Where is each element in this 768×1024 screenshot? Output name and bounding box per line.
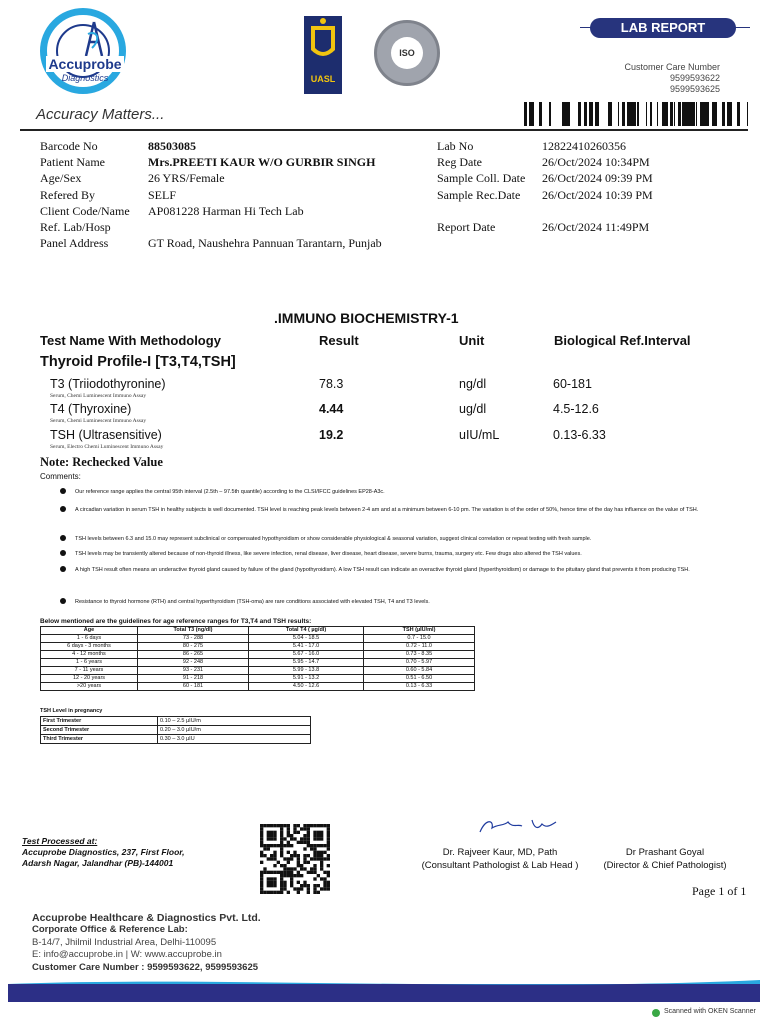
- table-cell: 0.20 – 3.0 µIU/m: [158, 726, 311, 735]
- bullet-icon: [60, 506, 66, 512]
- care-phone-1: 9599593622: [669, 73, 720, 83]
- table-cell: 0.7 - 15.0: [364, 635, 475, 643]
- info-value: 26/Oct/2024 09:39 PM: [542, 171, 653, 186]
- info-value: 12822410260356: [542, 139, 626, 153]
- header-cell: Total T4 ( µg/dl): [249, 627, 364, 635]
- table-cell: 0.30 – 3.0 µIU: [158, 735, 311, 744]
- uasl-label: UASL: [310, 74, 336, 84]
- bullet-icon: [60, 550, 66, 556]
- reference-caption: Below mentioned are the guidelines for age reference ranges for T3,T4 and TSH results:: [40, 618, 312, 625]
- info-label: [437, 203, 541, 219]
- table-cell: 92 - 248: [138, 659, 249, 667]
- table-cell: 5.95 - 14.7: [249, 659, 364, 667]
- doctor-2-title: (Director & Chief Pathologist): [603, 860, 727, 871]
- comment-text: TSH levels may be transiently altered because of non-thyroid illness, like severe infection, renal disease, liver disease, heart disease, severe burns, trauma, surgery etc. Few drugs also altered the TSH values.: [75, 551, 582, 557]
- info-label: Ref. Lab/Hosp: [40, 219, 111, 234]
- company-block: [32, 912, 261, 974]
- table-cell: 0.51 - 6.50: [364, 675, 475, 683]
- info-value: [542, 203, 722, 219]
- test-result: 4.44: [319, 402, 344, 416]
- info-label: Patient Name: [40, 155, 105, 170]
- doctor-1-title: (Consultant Pathologist & Lab Head ): [421, 860, 579, 871]
- info-value: 88503085: [148, 139, 196, 153]
- info-value: SELF: [148, 187, 177, 202]
- patient-values-right: [542, 138, 722, 235]
- info-value: 26/Oct/2024 11:49PM: [542, 219, 650, 234]
- rechecked-note: Note: Rechecked Value: [40, 455, 163, 469]
- test-name: TSH (Ultrasensitive): [50, 428, 162, 442]
- brand-name: Accuprobe: [46, 56, 124, 72]
- table-cell: 0.10 – 2.5 µIU/m: [158, 717, 311, 726]
- info-label: Sample Coll. Date: [437, 171, 526, 186]
- table-row: [41, 683, 475, 691]
- logo-mark-icon: [82, 20, 106, 60]
- processed-line-1: Accuprobe Diagnostics, 237, First Floor,: [22, 847, 185, 857]
- footer-wave-bar: [8, 970, 760, 1002]
- comment-text: A circadian variation in serum TSH in healthy subjects is well documented. TSH level is reaching peak levels between 2-4 am and at a minimum between 6-10 pm. The variation is of the order of 50%, hence time of the day has influence on the value of TSH.: [75, 507, 699, 513]
- test-name: T3 (Triiodothyronine): [50, 377, 166, 391]
- qr-code: [260, 824, 330, 894]
- test-unit: ug/dl: [459, 402, 487, 416]
- table-cell: 6 days - 3 months: [41, 643, 138, 651]
- company-care: Customer Care Number : 9599593622, 9599593625: [32, 961, 259, 973]
- barcode: [522, 102, 748, 126]
- section-title: .IMMUNO BIOCHEMISTRY-1: [274, 310, 459, 326]
- pregnancy-label: TSH Level in pregnancy: [40, 708, 103, 714]
- iso-label: ISO: [391, 37, 423, 69]
- info-label: Sample Rec.Date: [437, 187, 521, 202]
- table-row: [41, 675, 475, 683]
- processed-line-2: Adarsh Nagar, Jalandhar (PB)-144001: [22, 858, 174, 868]
- table-cell: 0.60 - 5.84: [364, 667, 475, 675]
- reference-table: [40, 626, 475, 691]
- test-method: Serum, Electro Chemi Luminescent Immuno Assay: [50, 444, 164, 450]
- company-office: Corporate Office & Reference Lab:: [32, 924, 188, 936]
- shield-icon: [304, 16, 342, 72]
- test-unit: ng/dl: [459, 377, 487, 391]
- header-cell: Total T3 (ng/dl): [138, 627, 249, 635]
- table-cell: 1 - 6 years: [41, 659, 138, 667]
- table-row: [41, 735, 311, 744]
- test-method: Serum, Chemi Luminescent Immuno Assay: [50, 418, 147, 424]
- page-number: Page 1 of 1: [692, 884, 747, 898]
- col-result-header: Result: [319, 333, 359, 348]
- table-cell: 4 - 12 months: [41, 651, 138, 659]
- table-cell: 5.91 - 13.2: [249, 675, 364, 683]
- table-cell: 80 - 275: [138, 643, 249, 651]
- info-value: AP081228 Harman Hi Tech Lab: [148, 203, 304, 218]
- table-row: [41, 717, 311, 726]
- table-cell: 0.70 - 5.97: [364, 659, 475, 667]
- doctor-1: [410, 846, 590, 872]
- info-value: [148, 219, 438, 235]
- oken-logo-icon: [652, 1009, 660, 1017]
- table-cell: 12 - 20 years: [41, 675, 138, 683]
- table-cell: 1 - 6 days: [41, 635, 138, 643]
- table-header-row: [41, 627, 475, 635]
- table-cell: 5.67 - 16.0: [249, 651, 364, 659]
- table-cell: 0.13 - 6.33: [364, 683, 475, 691]
- care-phone-2: 9599593625: [669, 84, 720, 94]
- table-cell: Second Trimester: [41, 726, 158, 735]
- table-row: [41, 643, 475, 651]
- brand-subtitle: Diagnostics: [61, 73, 109, 83]
- test-result: 78.3: [319, 377, 344, 391]
- bullet-icon: [60, 535, 66, 541]
- table-cell: >20 years: [41, 683, 138, 691]
- bullet-icon: [60, 488, 66, 494]
- care-label: Customer Care Number: [624, 62, 720, 72]
- table-row: [41, 659, 475, 667]
- test-method: Serum, Chemi Luminescent Immuno Assay: [50, 393, 147, 399]
- test-result: 19.2: [319, 428, 344, 442]
- comment-text: Resistance to thyroid hormone (RTH) and central hyperthyroidism (TSH-oma) are rare conditions associated with elevated TSH, T4 and T3 levels.: [75, 599, 430, 605]
- test-unit: uIU/mL: [459, 428, 500, 442]
- pregnancy-table: [40, 716, 311, 744]
- table-cell: 73 - 288: [138, 635, 249, 643]
- scanner-watermark: Scanned with OKEN Scanner: [664, 1008, 756, 1015]
- info-label: Age/Sex: [40, 171, 82, 186]
- doctor-2: [592, 846, 738, 872]
- company-contact: E: info@accuprobe.in | W: www.accuprobe.in: [32, 949, 222, 961]
- table-cell: 5.99 - 13.8: [249, 667, 364, 675]
- table-row: [41, 667, 475, 675]
- info-label: Panel Address: [40, 236, 109, 251]
- table-row: [41, 651, 475, 659]
- col-ref-header: Biological Ref.Interval: [554, 333, 691, 348]
- company-name: Accuprobe Healthcare & Diagnostics Pvt. Ltd.: [32, 912, 261, 924]
- header-divider: [20, 129, 748, 131]
- customer-care: [600, 62, 720, 95]
- profile-title: Thyroid Profile-I [T3,T4,TSH]: [40, 354, 236, 370]
- info-value: 26/Oct/2024 10:39 PM: [542, 187, 653, 202]
- comments-label: Comments:: [40, 472, 81, 481]
- patient-labels-right: [437, 138, 541, 235]
- table-cell: Third Trimester: [41, 735, 158, 744]
- table-row: [41, 635, 475, 643]
- table-cell: 0.72 - 11.0: [364, 643, 475, 651]
- table-cell: 5.41 - 17.0: [249, 643, 364, 651]
- info-label: Reg Date: [437, 155, 482, 170]
- table-row: [41, 726, 311, 735]
- info-value: 26 YRS/Female: [148, 171, 225, 186]
- info-label: Refered By: [40, 187, 95, 202]
- col-unit-header: Unit: [459, 333, 485, 348]
- info-label: Lab No: [437, 139, 474, 153]
- bullet-icon: [60, 566, 66, 572]
- doctor-1-name: Dr. Rajveer Kaur, MD, Path: [442, 847, 558, 858]
- patient-values-left: [148, 138, 438, 251]
- processed-at: [22, 836, 184, 869]
- bullet-icon: [60, 598, 66, 604]
- table-cell: 0.73 - 8.35: [364, 651, 475, 659]
- doctor-2-name: Dr Prashant Goyal: [625, 847, 705, 858]
- table-cell: 93 - 231: [138, 667, 249, 675]
- tagline: Accuracy Matters...: [36, 106, 165, 123]
- info-label: Report Date: [437, 219, 496, 234]
- lab-report-badge: LAB REPORT: [590, 18, 736, 38]
- table-cell: 91 - 218: [138, 675, 249, 683]
- table-cell: 7 - 11 years: [41, 667, 138, 675]
- table-cell: 86 - 265: [138, 651, 249, 659]
- info-value: GT Road, Naushehra Pannuan Tarantarn, Punjab: [148, 236, 382, 251]
- doctor-signature: [476, 814, 566, 838]
- header-cell: TSH (µIU/ml): [364, 627, 475, 635]
- patient-labels-left: [40, 138, 140, 251]
- iso-seal: [374, 20, 440, 86]
- company-address: B-14/7, Jhilmil Industrial Area, Delhi-110095: [32, 936, 217, 948]
- comment-text: Our reference range applies the central 95th interval (2.5th – 97.5th quantile) according to the CLSI/IFCC guidelines EP28-A3c.: [75, 489, 385, 495]
- test-ref: 0.13-6.33: [553, 428, 606, 442]
- col-test-header: Test Name With Methodology: [40, 333, 221, 348]
- comment-text: A high TSH result often means an underactive thyroid gland caused by failure of the gland (hypothyroidism). A low TSH result can indicate an overactive thyroid gland (hyperthyroidism) or damage to the pituitary gland that prevents it from producing TSH.: [75, 567, 690, 573]
- header-cell: Age: [41, 627, 138, 635]
- info-value: Mrs.PREETI KAUR W/O GURBIR SINGH: [148, 155, 376, 170]
- test-ref: 4.5-12.6: [553, 402, 599, 416]
- test-name: T4 (Thyroxine): [50, 402, 132, 416]
- table-cell: 5.04 - 18.5: [249, 635, 364, 643]
- uasl-emblem: [304, 16, 342, 94]
- table-cell: 4.50 - 12.6: [249, 683, 364, 691]
- info-label: Client Code/Name: [40, 203, 130, 218]
- info-label: Barcode No: [40, 139, 98, 153]
- comment-text: TSH levels between 6.3 and 15.0 may represent subclinical or compensated hypothyroidism or show considerable physiological & seasonal variation, suggest clinical correlation or repeat testing with fresh sample.: [75, 536, 592, 542]
- table-cell: 60 - 181: [138, 683, 249, 691]
- info-value: 26/Oct/2024 10:34PM: [542, 155, 650, 170]
- table-cell: First Trimester: [41, 717, 158, 726]
- test-ref: 60-181: [553, 377, 592, 391]
- processed-label: Test Processed at:: [22, 836, 98, 846]
